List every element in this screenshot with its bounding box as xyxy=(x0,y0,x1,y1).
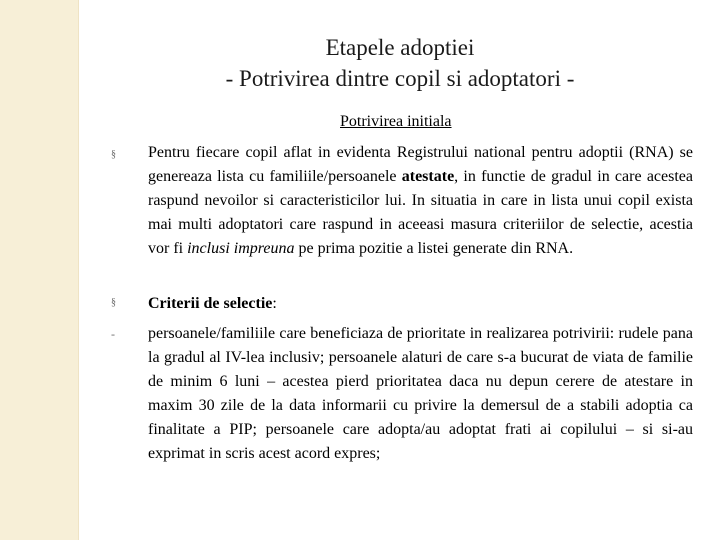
side-band-edge xyxy=(78,0,79,540)
criteria-heading-bold: Criterii de selectie xyxy=(148,295,273,312)
decorative-side-band xyxy=(0,0,78,540)
paragraph-1-text-c: pe prima pozitie a listei generate din RNA. xyxy=(294,240,574,257)
square-bullet-icon: § xyxy=(111,297,116,308)
section-subtitle: Potrivirea initiala xyxy=(340,113,452,130)
paragraph-1-italic: inclusi impreuna xyxy=(187,240,295,257)
paragraph-1-text-a: Pentru fiecare copil aflat in evidenta Registrului national pentru adoptii (RNA) se genereaza lista cu familiile/persoanele xyxy=(148,144,693,185)
dash-bullet-icon: - xyxy=(111,327,115,341)
paragraph-1-bold: atestate xyxy=(401,168,455,185)
paragraph-criteria-heading xyxy=(148,292,693,316)
square-bullet-icon: § xyxy=(111,149,116,160)
paragraph-1-text-b: , in functie de gradul in care acestea raspund nevoilor si caracteristicilor lui. In situatia in care in lista unui copil exista mai multi adoptatori care raspund in aceeasi masura criteriilor de selectie, acestia vor fi xyxy=(148,168,693,257)
paragraph-priority-criteria: persoanele/familiile care beneficiaza de prioritate in realizarea potrivirii: rudele pana la gradul al IV-lea inclusiv; persoanele alaturi de care s-a bucurat de viata de familie de minim 6 luni – acestea pierd prioritatea daca nu depun cerere de atestare in maxim 30 zile de la data informarii cu privire la demersul de a stabili adoptia ca finalitate a PIP; persoanele care adopta/au adoptat frati ai copilului – si si-au exprimat in scris acest acord expres; xyxy=(148,325,693,462)
title-line-2: - Potrivirea dintre copil si adoptatori - xyxy=(225,66,575,91)
paragraph-rna-list xyxy=(148,141,693,261)
slide-title xyxy=(80,32,720,94)
criteria-heading-suffix: : xyxy=(272,295,277,312)
title-line-1: Etapele adoptiei xyxy=(325,35,475,60)
